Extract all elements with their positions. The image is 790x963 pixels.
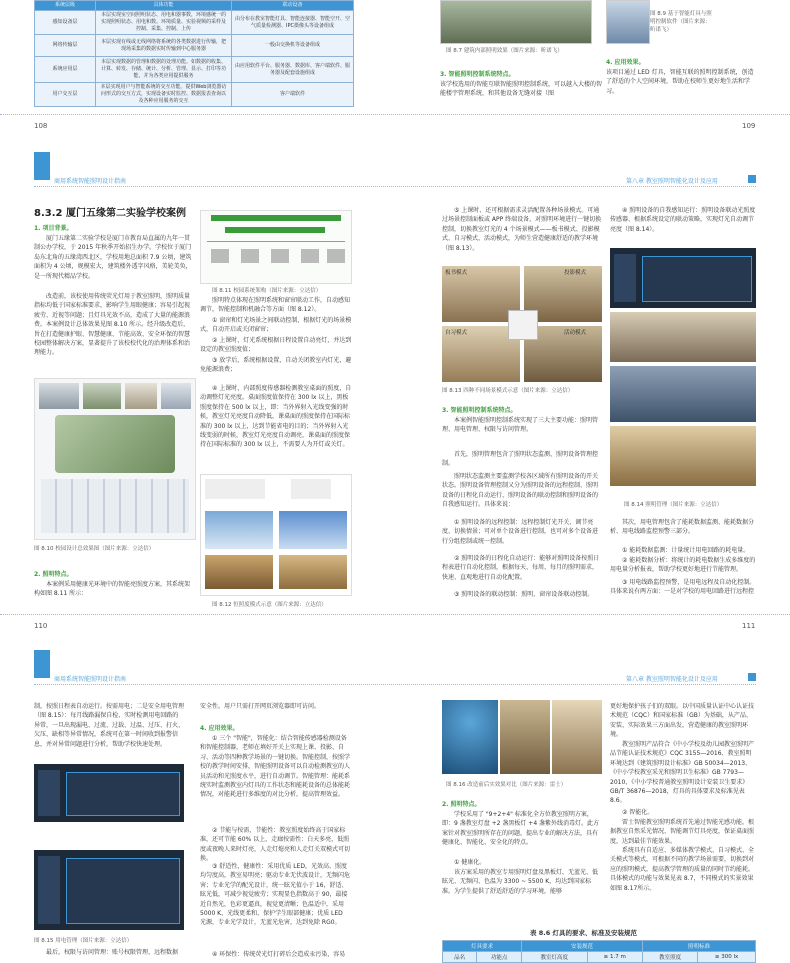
list-item: ② 上课时，灯光系统根据日程设置自动亮灯，并达到设定的教室照度值； [200,337,352,354]
table-cell: 品名 [443,952,477,963]
page-number: 109 [742,122,756,130]
table-cell: 教室照度 [643,952,698,963]
header-rule [34,186,756,187]
mode-label: 投影模式 [564,270,587,276]
classroom-photo [610,426,756,486]
table-cell: 由分布在教室智能灯具、智能连接器、智能空开、空气质量检测器、IPC摄像头等设备组成 [232,11,354,35]
paragraph: ① 健康化。 [454,859,486,866]
power-dashboard-screenshot [34,850,184,930]
figure-caption: 图 8.11 校园系统架构（图片来源：立达信） [212,288,322,294]
table-cell: 本层实现数据的管理和数据的处理功能。如数据的收集、计算、转发、存储、统计、分析、管理、显示、打印等功能，并为各类应用提供服务 [96,57,232,83]
section-heading: 3. 智能照明控制系统特点。 [442,407,517,414]
paragraph: ② 智能化。 [622,809,654,816]
running-header-right: 第八章 教室照明智能化设计及应用 [626,676,718,683]
section-heading: 1. 项目背景。 [34,225,73,232]
constant-illuminance-diagram [200,474,352,596]
figure-caption: 图 8.16 改造前后实效果对比（图片来源：雷士） [446,782,567,788]
paragraph: 更好地保护孩子们的双眼。以中国质量认证中心认证技术规范（CQC）和国家标准（GB）为基础，从产品、安装、实际效果三方面出发，营造健康的教室照明环境。 [610,703,755,739]
paragraph: ① 三个 "智能"，智能化：结合智能传感器检测设备和智能控制器，老师在填好开关上实现上课、投影、自习、活动等四种教学场景的一键切换。智能控制，按照学校的教学时间安排，智能照明设备可以自动检测教室的人员活动和光照度水平，进行自动调节。智能管理：能耗系统实时监测教室内灯具的工作状态和能耗设备的总体能耗情况，对能耗进行多维度的对比分析，提高管理效益。 [200,735,351,799]
list-item: ③ 用电线路监控预警，是用电远程及自动化控制。具体来说有两方面：一是对学校的用电回路进行远程控 [610,579,756,596]
running-header-right: 第八章 教室照明智能化设计及应用 [626,178,718,185]
paragraph: ⑤ 上课时，还可根据需求灵活配置各种场景模式。可通过场景控制面板或 APP 终端设备，对照明环境进行一键切换控制，切换教室灯光的 4 个场景模式——板书模式、投影模式、自习模式、活动模式，为师生营造健康舒适的教学环境（图 8.13）。 [442,207,602,252]
paragraph: ④ 照明设备的自我感知运行：照明设备联动光照度传感器、根据系统设定的联动策略，实现灯光自动调节亮度（图 8.14）。 [610,207,756,233]
table-head: 照明标准 [643,941,756,952]
mode-label: 自习模式 [445,330,468,336]
chapter-tab [34,650,50,678]
paragraph: 该方案采用的教室专用照明灯盘及黑板灯，无蓝光、低眩光、无频闪、色温为 3300 ~ 5500 K，均达到国家标准。为学生提供了舒适舒适的学习环境，能够 [442,869,599,895]
paragraph: 系统具有自适应、多媒体教学模式、自习模式、全关模式等模式，可根据不同的教学场景需要，切换到对应的照明模式，提高教学管理的质量的同时节约能耗。具体模式的功能与效果见表 8.7，不同模式的实景效果如图 8.17所示。 [610,847,755,892]
figure-caption: 图 8.15 用电管理（图片来源：立达信） [34,938,133,944]
list-item: ④ 上课时，内部照度传感器检测教室桌面的照度，自动调整灯光亮度。桌面照度值保持在 300 lx 以上，黑板照度保持在 500 lx 以上，即：当外界射入光线变强的时候，教室灯光亮度自动降低，课桌面的照度保持在国际标准的 300 lx 以上，达到节能省电的目的；当外界射入光线变弱的时候，教室灯光亮度自动调亮，课桌面的照度保持在国际标准的 300 lx 以上，不需要人为开灯或关灯。 [200,385,352,449]
classroom-after-photo [552,700,602,774]
table-head: 安装规范 [521,941,642,952]
spread-divider [0,114,790,115]
scene-modes-figure [442,266,602,382]
figure-caption: 图 8.14 照明管理（图片来源：立达信） [624,502,723,508]
table-head-ex: 联动设备 [232,1,354,11]
paragraph: 照明特点体现在照明系统和窗帘联动工作，自动感知调节，智能控制和机融合等方面（图 8.12）。 [200,297,351,314]
paragraph: 本案例智能照明控制系统实现了三大主要功能：照明管理、用电管理、权限与访问管理。 [442,417,599,434]
section-title: 8.3.2 厦门五缘第二实验学校案例 [34,208,186,219]
table-cell: 本层实现室空间照明状态、用电和器事数，环境感统一的实现照明状态、用电和数。环境质量、实验视频的采样及控制、采集、控制、上传 [96,11,232,35]
mode-label: 活动模式 [564,330,587,336]
paragraph: 制，按照日程表自动运行。按需用电；二是安全用电管理（图 8.15）：每月线路漏保自检、实时检测用电回路的异常，一旦出现漏电、过流、过载、过温、过压、打火、欠压、缺相等异常情况，系统可在第一时间收到报警信息，并对异常问题进行分析，帮助学校快速处理。 [34,703,185,748]
page-number: 111 [742,622,756,630]
paragraph: 本案例采用健康光环境中的智能亮照度方案，其系统架构如图 8.11 所示： [34,581,191,598]
table-cell: 本层实现用户与智能系统的交互功能。提供Web浏览器访问形式的交互方式，实现设备实时监控、数据报表查询以及各种应用服务的交互 [96,83,232,107]
paragraph: 改造前，该校使用传统荧光灯用于教室照明，照明质量指标均低于国家标准要求，影响学生用眼健康；容易引起视疲劳、近视等问题；且灯具光效不高，造成了大量的能源浪费。本案例设计总体效果见图 8.10 所示。经升级改造后，旨在打造健康护眼、智慧健康、节能高效、安全环保的智慧校园整体解决方案，显著提升了该校校代化的治理体系和治理能力。 [34,293,191,357]
chapter-tab-right [748,175,756,183]
paragraph: 教室照明产品符合《中小学校及幼儿园教室照明产品节能认证技术规范》CQC 3155—2016、教室照明环境达到《建筑照明设计标准》GB 50034—2013、《中小学校教室采光和照明卫生标准》GB 7793—2010、《中小学校普通教室照明设计安装卫生要求》GB/T 36876—2018，灯具的具体要求及标准见表 8.6。 [610,741,755,805]
table-cell: 功能点 [477,952,522,963]
table-cell: 网络传输层 [35,35,96,57]
list-item: ② 能耗数据分析：将统计的耗电数据生成多维度的用电量分析报表，帮助学校更好地进行节能管理。 [610,557,756,574]
table-cell: 系统应用层 [35,57,96,83]
lighting-dashboard-screenshot [610,248,756,308]
paragraph: ③ 舒适性，健康性：采用优质 LED，光效高、照度均匀度高，教室易明亮；驱动专业无伏波设计，无频闪危害；专业光学的配光设计，统一眩光值小于 16，舒适、眩光低，可减少视觉疲劳；实现显色指数高于 90，最接近自然光，色彩更逼真，视觉更清晰；色温适中，采用 5000 K，光线更柔和，保护学生眼部健康；优质 LED 光源，专业光学设计，无蓝光危害，达到免除 RG0。 [200,863,351,927]
paragraph: ④ 环保性：传统荧光灯打碎后会造成汞污染，容易 [212,951,346,958]
paragraph: 照明状态监测主要监测学校各区域所有照明设备的开关状态。照明设备管理控制又分为照明设备的远程控制、照明设备的日程化自动运行、照明设备的联动控制和照明设备的自我感知运行。具体来说： [442,473,599,509]
paragraph: 最后，权限与访问管理：账号权限管理、远程数据 [46,949,179,956]
paragraph: 雷士智能教室照明系统首先通过智能光感功能，根据教室自然采光情况、智能调节灯具亮度，保证桌面照度，达到最佳节能效果。 [610,819,755,845]
list-item: ② 照明设备的日程化自动运行：能够对照明设备按照日程表进行自动化控制，根据每天、每周、每月的照明需求，快速、直观地进行自动化配置。 [442,555,600,581]
header-rule [34,684,756,685]
table-cell: 一般由交换机等设备组成 [232,35,354,57]
paragraph: 该项目通过 LED 灯具，智能互联的照明控制系统，创造了舒适的个人空间环境，帮助在校师生更好地生活和学习。 [606,69,754,95]
table-head-name: 系统层级 [35,1,96,11]
page-108-table [34,0,354,107]
table-cell: 教室灯高度 [521,952,587,963]
system-architecture-diagram [200,210,352,284]
section-heading: 2. 照明特点。 [442,801,481,808]
list-item: ① 能耗数据监测：计量统计用电回路的耗电量。 [622,547,750,554]
table-head: 灯具要求 [443,941,522,952]
page-number: 108 [34,122,48,130]
table-cell: ≥ 300 lx [698,952,756,963]
table-cell: 由应用软件平台、服务器、数据库、客户端软件、服务器及配套设施组成 [232,57,354,83]
lux-meter-photo [442,700,498,774]
chapter-tab-right [748,673,756,681]
figure-caption: 图 8.9 基于智能灯具与照明控制软件（图片来源：昕诺飞） [650,11,712,33]
mode-label: 板书模式 [445,270,468,276]
paragraph: 首先，照明管理包含了照明状态监测、照明设备管理控制。 [442,451,599,468]
classroom-photo [610,366,756,422]
running-header-left: 商用系统智能照明设计指南 [54,178,127,185]
section-heading: 4. 应用效果。 [606,59,645,66]
list-item: ③ 放学后，系统根据设置，自动关闭教室内灯光，避免能源浪费； [200,357,352,374]
table-cell: 感知设备层 [35,11,96,35]
building-interior-photo [440,0,592,44]
paragraph: ② 节能与按需，节能性：教室照度始终高于国家标准，还可节能 60% 以上，走廊按需性：白天多亮，低照度或夜晚人来时灯亮，人走灯熄亮和人走灯关双模式可切换。 [200,827,351,863]
campus-rendering [34,378,196,540]
running-header-left: 商用系统智能照明设计指南 [54,676,127,683]
section-heading: 4. 应用效果。 [200,725,239,732]
list-item: ③ 照明设备的联动控制：照明、窗帘设备联动控制。 [454,591,594,598]
figure-caption: 图 8.12 恒照度模式示意（图片来源：立达信） [212,602,327,608]
figure-caption: 图 8.13 四种不同场景模式示意（图片来源：立达信） [442,388,574,394]
campus-exterior-photo [610,312,756,362]
table-cell: 本层实现有线或无线网络将系统的各类数据进行传输，把现场采集的数据实时传输到中心服务器 [96,35,232,57]
list-item: ① 窗帘和灯光场景之间联动控制，根据灯光的场景模式，自动开启或关闭窗帘； [200,317,352,334]
section-heading: 3. 智能照明控制系统特点。 [440,71,515,78]
paragraph: 其次，用电管理包含了能耗数据监测、能耗数据分析、用电线路监控预警三部分。 [610,519,755,536]
list-item: ① 照明设备的远程控制：远程控制灯光开关、调节亮度、切换情景；可对单个设备进行控制，也可对多个设备进行分组控制或统一控制。 [442,519,599,545]
spread-divider [0,614,790,615]
table-cell: ≥ 1.7 m [587,952,643,963]
table-head-desc: 具体功能 [96,1,232,11]
paragraph: 该学校选用的智能互联智能照明控制系统，可以越入大楼的智能楼宇管理系统，和其他设备无缝对接（图 [440,81,603,98]
paragraph: 安全性。用户只需打开网页浏览器即可访问。 [200,703,321,710]
page-number: 110 [34,622,48,630]
table-cell: 用户交互层 [35,83,96,107]
power-dashboard-screenshot [34,764,184,822]
paragraph: 厦门五缘第二实验学校是厦门市教育局直属的九年一贯制公办学校，于 2015 年秋季开始招生办学。学校位于厦门岛东北角的五缘湾西北区，学校用地总面积 7.9 公顷，建筑面积为 4 公顷，规模宏大，建筑楼外透字风格，美轮美奂，是一所现代精品学校。 [34,235,192,280]
classroom-before-photo [500,700,550,774]
figure-caption: 图 8.10 校园设计总效果图（图片来源：立达信） [34,546,155,552]
smart-lamp-photo [606,0,650,44]
figure-caption: 图 8.7 建筑内部照明效果（图片来源：昕诺飞） [446,48,563,54]
table-cell: 客户端软件 [232,83,354,107]
chapter-tab [34,152,50,180]
section-heading: 2. 照明特点。 [34,571,73,578]
table-title: 表 8.6 灯具的要求、标准及安装规范 [530,929,638,937]
paragraph: 学校采用了 "9+2+4" 标准化全方位教室照明方案，即：9 盏教室灯盘 +2 盏黑板灯 +4 盏紫外线消毒灯。此方案针对教室照明所存在的问题，提出专业的解决方法，具有健康化、智能化、安全化的特点。 [442,811,600,847]
